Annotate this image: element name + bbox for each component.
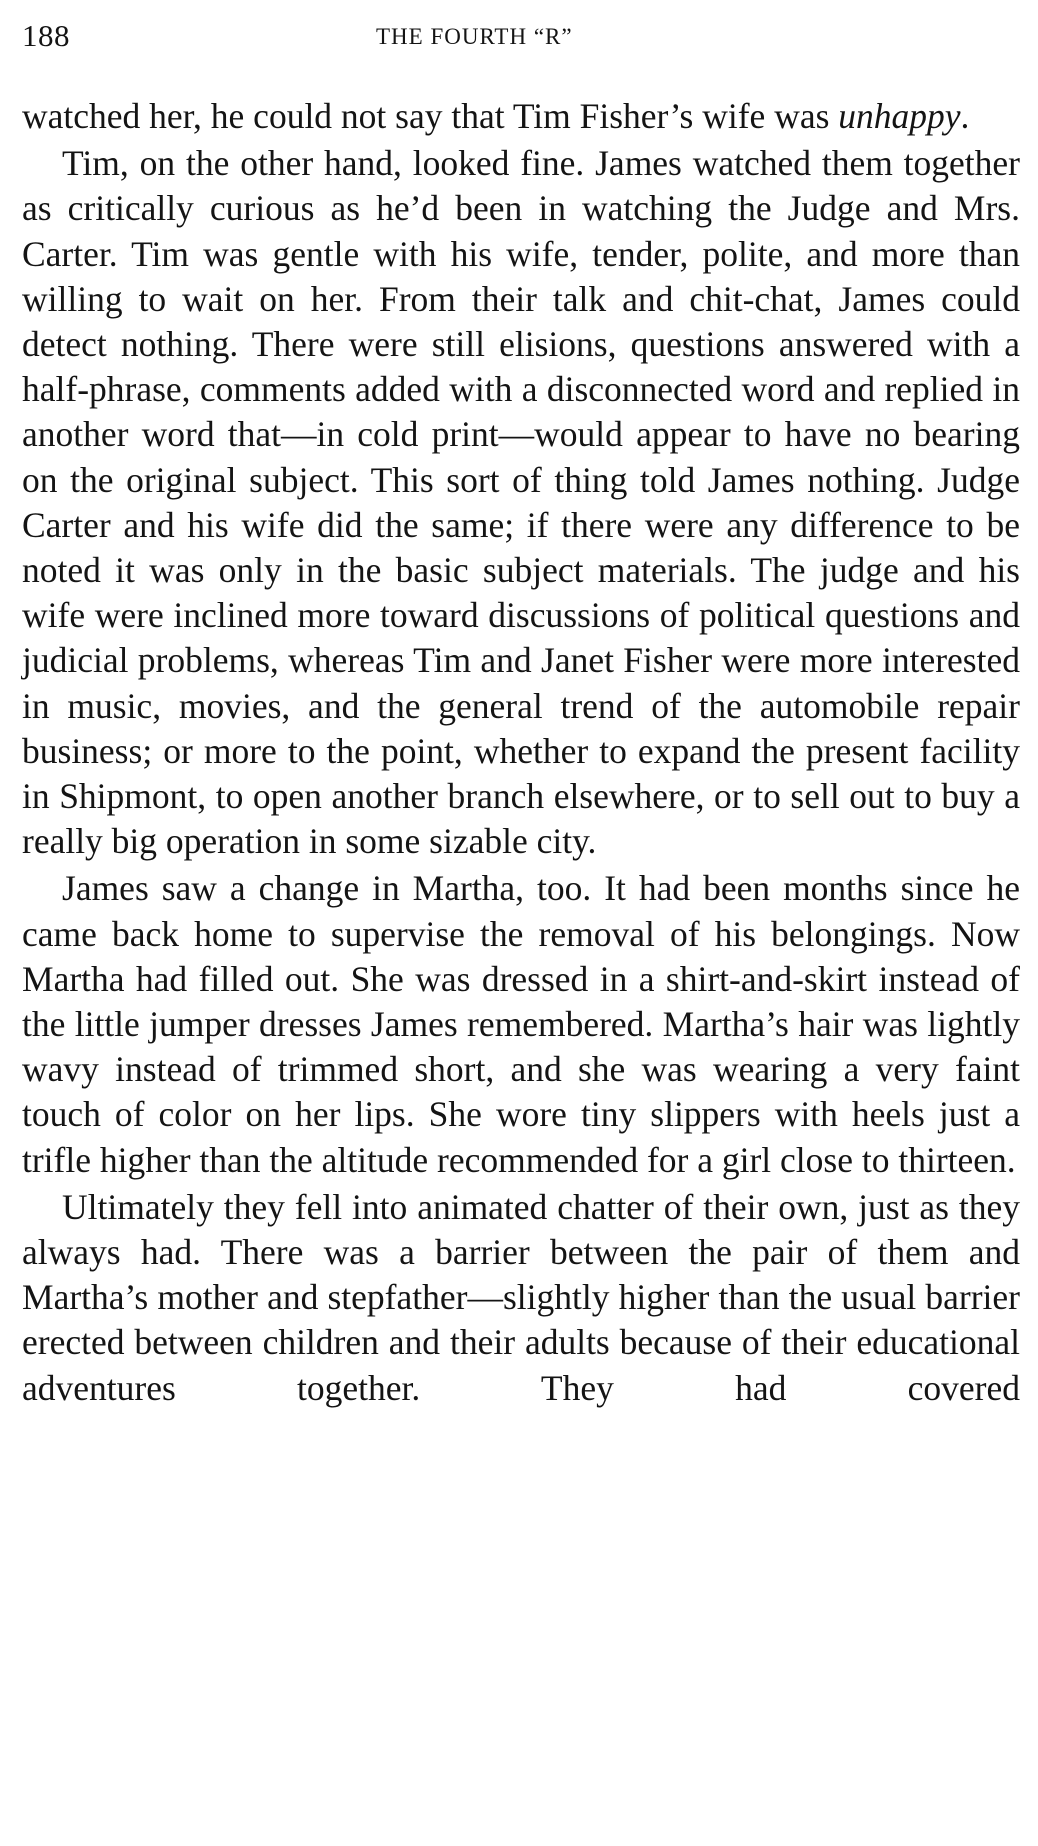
- page-header: [22, 14, 1020, 58]
- body-text: [22, 94, 1020, 1411]
- paragraph-1: [22, 94, 1020, 139]
- paragraph-1-end: .: [960, 96, 970, 136]
- page-number: 188: [22, 18, 70, 53]
- book-page: [22, 14, 1020, 1411]
- paragraph-4: Ultimately they fell into animated chatter of their own, just as they always had. There was a barrier between the pair of them and Martha’s mother and stepfather—slightly higher than the usual barrier erected between children and their adults because of their educational adventures together. They had covered: [22, 1186, 1020, 1408]
- paragraph-1-text: watched her, he could not say that Tim Fisher’s wife was: [22, 96, 839, 136]
- running-head: THE FOURTH “R”: [376, 24, 573, 49]
- paragraph-3: James saw a change in Martha, too. It had been months since he came back home to supervise the removal of his belongings. Now Martha had filled out. She was dressed in a shirt-and-skirt instead of the little jumper dresses James remembered. Martha’s hair was lightly wavy instead of trimmed short, and she was wearing a very faint touch of color on her lips. She wore tiny slippers with heels just a trifle higher than the altitude recommended for a girl close to thirteen.: [22, 868, 1020, 1180]
- paragraph-2: Tim, on the other hand, looked fine. James watched them together as critically curious as he’d been in watching the Judge and Mrs. Carter. Tim was gentle with his wife, tender, polite, and more than willing to wait on her. From their talk and chit-chat, James could detect nothing. There were still elisions, questions answered with a half-phrase, comments added with a disconnected word and replied in another word that—in cold print—would appear to have no bearing on the original subject. This sort of thing told James nothing. Judge Carter and his wife did the same; if there were any difference to be noted it was only in the basic subject materials. The judge and his wife were inclined more toward discussions of political questions and judicial problems, whereas Tim and Janet Fisher were more interested in music, movies, and the general trend of the automobile repair business; or more to the point, whether to expand the present facility in Shipmont, to open another branch elsewhere, or to sell out to buy a really big operation in some sizable city.: [22, 143, 1020, 862]
- emphasis-unhappy: unhappy: [838, 96, 961, 136]
